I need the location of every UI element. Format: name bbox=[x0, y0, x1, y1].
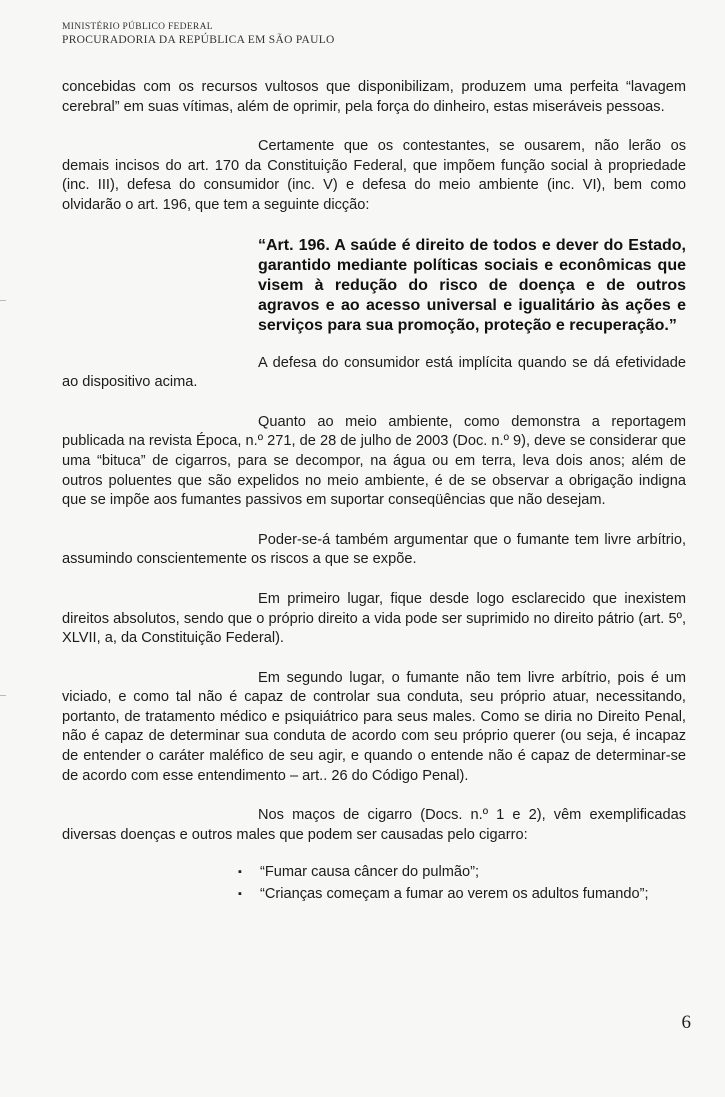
paragraph-constitution: Certamente que os contestantes, se ousarem, não lerão os demais incisos do art. 170 da Constituição Federal, que impõem função social à propriedade (inc. III), defesa do consumidor (inc. V) e defesa do meio ambiente (inc. VI), bem como olvidarão o art. 196, que tem a seguinte dicção: bbox=[62, 138, 686, 213]
list-item-text: “Fumar causa câncer do pulmão”; bbox=[260, 864, 479, 881]
paragraph-consumer: A defesa do consumidor está implícita quando se dá efetividade ao dispositivo acima. bbox=[62, 354, 686, 391]
paragraph-first-place: Em primeiro lugar, fique desde logo esclarecido que inexistem direitos absolutos, sendo que o próprio direito a vida pode ser suprimido no direito pátrio (art. 5º, XLVII, a, da Constituição Federal). bbox=[62, 590, 686, 647]
paragraph-second-place: Em segundo lugar, o fumante não tem livre arbítrio, pois é um viciado, e como tal não é capaz de controlar sua conduta, seu próprio atuar, necessitando, portanto, de tratamento médico e psiquiátrico para seus males. Como se diria no Direito Penal, não é capaz de determinar sua conduta de acordo com seu próprio querer (ou seja, é incapaz de entender o caráter maléfico de seu agir, e quando o entende não é capaz de determinar-se de acordo com esse entendimento – art.. 26 do Código Penal). bbox=[62, 669, 686, 784]
letterhead-office: PROCURADORIA DA REPÚBLICA EM SÃO PAULO bbox=[62, 34, 335, 46]
bullet-square-icon: ▪ bbox=[238, 888, 242, 901]
list-item bbox=[62, 863, 686, 883]
paragraph-environment: Quanto ao meio ambiente, como demonstra a reportagem publicada na revista Época, n.º 271, de 28 de julho de 2003 (Doc. n.º 9), deve se considerar que uma “bituca” de cigarros, para se decompor, na água ou em terra, leva dois anos; além de outros poluentes que são expelidos no meio ambiente, é de se observar a obrigação indigna que se impõe aos fumantes passivos em suportar conseqüências que não desejam. bbox=[62, 413, 686, 509]
list-item bbox=[62, 885, 686, 905]
letterhead bbox=[62, 22, 335, 46]
bullet-square-icon: ▪ bbox=[238, 866, 242, 879]
document-body bbox=[62, 78, 686, 907]
paragraph-continuation: concebidas com os recursos vultosos que disponibilizam, produzem uma perfeita “lavagem cerebral” em suas vítimas, além de oprimir, pela força do dinheiro, estas miseráveis pessoas. bbox=[62, 79, 686, 115]
page-number: 6 bbox=[681, 1012, 691, 1033]
paragraph-cigarette-packs: Nos maços de cigarro (Docs. n.º 1 e 2), vêm exemplificadas diversas doenças e outros males que podem ser causadas pelo cigarro: bbox=[62, 807, 686, 843]
list-item-text: “Crianças começam a fumar ao verem os adultos fumando”; bbox=[260, 886, 649, 903]
quoted-article-196: “Art. 196. A saúde é direito de todos e dever do Estado, garantido mediante políticas sociais e econômicas que visem à redução do risco de doença e de outros agravos e ao acesso universal e igualitário às ações e serviços para sua promoção, proteção e recuperação.” bbox=[258, 236, 686, 334]
paragraph-free-will: Poder-se-á também argumentar que o fumante tem livre arbítrio, assumindo conscientemente os riscos a que se expõe. bbox=[62, 531, 686, 568]
letterhead-ministry: MINISTÉRIO PÚBLICO FEDERAL bbox=[62, 22, 213, 32]
warning-list bbox=[62, 863, 686, 904]
